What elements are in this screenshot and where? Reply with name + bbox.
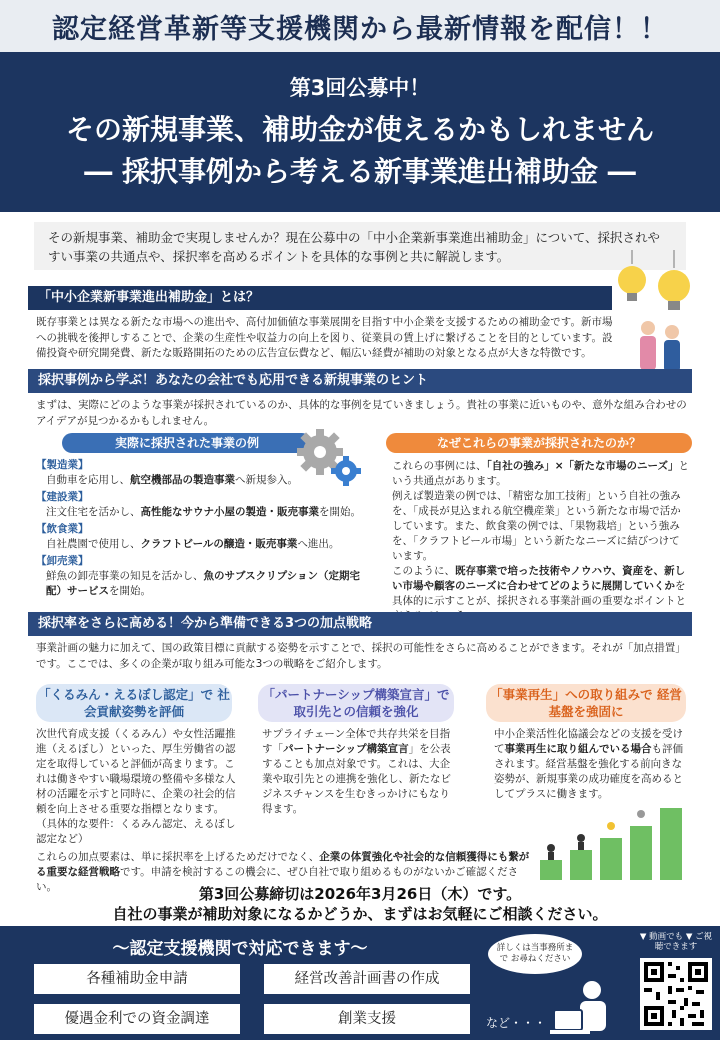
example-bold: 高性能なサウナ小屋の製造・販売事業 bbox=[140, 506, 319, 518]
card2-text-bold: パートナーシップ構築宣言 bbox=[283, 743, 409, 755]
page-title: その新規事業、補助金が使えるかもしれません bbox=[65, 113, 654, 146]
section2-heading: 採択事例から学ぶ！あなたの会社でも応用できる新規事業のヒント bbox=[28, 369, 692, 393]
example-text-end: へ進出。 bbox=[297, 538, 340, 550]
person-laptop-illustration bbox=[548, 974, 622, 1040]
kicker: 第3回公募中！ bbox=[289, 76, 431, 100]
example-text: 自社農園で使用し、 bbox=[46, 538, 141, 550]
deadline-line1: 第3回公募締切は2026年3月26日（木）です。 bbox=[198, 885, 522, 903]
intro-text: その新規事業、補助金で実現しませんか？現在公募中の「中小企業新事業進出補助金」について、採択されやすい事業の共通点や、採択率を高めるポイントを具体的な事例と共に解説します。 bbox=[48, 230, 661, 264]
card2-title: 「パートナーシップ構築宣言」で 取引先との信頼を強化 bbox=[258, 684, 454, 722]
reason-bold: 既存事業で培った技術やノウハウ、資産を、新しい市場や顧客のニーズに合わせてどのように展開していくか bbox=[392, 565, 686, 592]
card3-text bbox=[494, 727, 690, 802]
service-startup-button[interactable]: 創業支援 bbox=[264, 1004, 470, 1034]
list-item bbox=[36, 458, 376, 488]
card1-title: 「くるみん・えるぼし認定」で 社会貢献姿勢を評価 bbox=[36, 684, 232, 722]
section1-heading: 「中小企業新事業進出補助金」とは？ bbox=[28, 286, 612, 310]
service-financing-button[interactable]: 優遇金利での資金調達 bbox=[34, 1004, 240, 1034]
top-banner bbox=[0, 0, 720, 52]
page-subtitle: ― 採択事例から考える新事業進出補助金 ― bbox=[84, 155, 636, 188]
list-item bbox=[36, 522, 376, 552]
card2-text-pre: サプライチェーン全体で共存共栄を目指す「 bbox=[262, 728, 451, 755]
section2-body: まずは、実際にどのような事業が採択されているのか、具体的な事例を見ていきましょう。貴社の事業に近いものや、意外な組み合わせのアイデアが見つかるかもしれません。 bbox=[36, 399, 687, 427]
growth-steps-illustration bbox=[536, 798, 690, 880]
qr-code[interactable] bbox=[640, 958, 712, 1030]
card3-text-bold: 事業再生に取り組んでいる場合 bbox=[504, 743, 652, 755]
closing-post: です。申請を検討するこの機会に、ぜひ自社で取り組めるものがないかご確認ください。 bbox=[36, 866, 519, 893]
example-text-end: を開始。 bbox=[319, 506, 361, 518]
card1-text: 次世代育成支援（くるみん）や女性活躍推進（えるぼし）といった、厚生労働省の認定を取得していると評価が高まります。これは働きやすい職場環境の整備や多様な人材の活躍を示すと同時に、企業の社会的信頼を向上させる重要な指標となります。（具体的な要件：くるみん認定、えるぼし認定など） bbox=[36, 728, 236, 845]
reason-bold: 「自社の強み」×「新たな市場のニーズ」 bbox=[486, 460, 679, 472]
example-text: 自動車を応用し、 bbox=[46, 474, 130, 486]
section3-body: 事業計画の魅力に加えて、国の政策目標に貢献する姿勢を示すことで、採択の可能性をさらに高めることができます。それが「加点措置」です。ここでは、多くの企業が取り組み可能な3つの戦略をご紹介します。 bbox=[36, 642, 686, 670]
example-bold: クラフトビールの醸造・販売事業 bbox=[140, 538, 298, 550]
person-icon bbox=[548, 974, 622, 1040]
section1-body: 既存事業とは異なる新たな市場への進出や、高付加価値な事業展開を目指す中小企業を支援するための補助金です。新市場への挑戦を後押しすることで、企業の生産性や収益力の向上を図り、従業員の賃上げに繋げることを目的としています。設備投資や研究開発費、新たな販路開拓のための広告宣伝費など、幅広い経費が補助の対象となる点が大きな特徴です。 bbox=[36, 316, 613, 359]
example-text-end: を開始。 bbox=[109, 585, 151, 597]
service-plan-button[interactable]: 経営改善計画書の作成 bbox=[264, 964, 470, 994]
reason-text: これらの事例には、 bbox=[392, 460, 487, 472]
category-label: 【飲食業】 bbox=[36, 523, 89, 535]
card3-text-post: も評価されます。経営基盤を強化する前向きな姿勢が、新規事業の成功確度を高めるとしてプラスに働きます。 bbox=[494, 743, 683, 800]
closing-bold: 企業の体質強化や社会的な信頼獲得にも繋がる重要な経営戦略 bbox=[36, 851, 530, 878]
support-heading: ～認定支援機関で対応できます～ bbox=[112, 939, 368, 959]
examples-pill: 実際に採択された事業の例 bbox=[62, 433, 312, 453]
example-text: 鮮魚の卸売事業の知見を活かし、 bbox=[46, 570, 204, 582]
card3-text-pre: 中小企業活性化協議会などの支援を受けて bbox=[494, 728, 683, 755]
intro-box bbox=[34, 222, 686, 270]
qr-caption: ▼ 動画でも ▼ ご視聴できます bbox=[639, 932, 713, 952]
reason-paragraph: 例えば製造業の例では、「精密な加工技術」という自社の強みを、「成長が見込まれる航空機産業」という新たな市場で活かしています。また、飲食業の例では、「果物栽培」という強みを、「クラフトビール市場」という新たなニーズに結びつけています。 bbox=[392, 490, 681, 562]
reasons-text bbox=[392, 459, 690, 624]
deadline-box bbox=[0, 884, 720, 924]
list-item bbox=[36, 490, 376, 520]
support-section bbox=[0, 926, 720, 1040]
service-subsidy-button[interactable]: 各種補助金申請 bbox=[34, 964, 240, 994]
etc-label: など・・・ bbox=[486, 1016, 547, 1030]
growth-chart-icon bbox=[536, 798, 690, 880]
closing-pre: これらの加点要素は、単に採択率を上げるためだけでなく、 bbox=[36, 851, 320, 863]
list-item bbox=[36, 554, 376, 599]
reason-text-end: という共通点があります。 bbox=[392, 460, 690, 487]
category-label: 【建設業】 bbox=[36, 491, 89, 503]
deadline-line2: 自社の事業が補助対象になるかどうか、まずはお気軽にご相談ください。 bbox=[112, 905, 608, 923]
category-label: 【卸売業】 bbox=[36, 555, 89, 567]
reason-text-end: を具体的に示すことが、採択される事業計画の重要なポイントと bbox=[392, 580, 686, 607]
example-bold: 魚のサブスクリプション（定期宅配）サービス bbox=[46, 570, 360, 597]
example-text-end: へ新規参入。 bbox=[235, 474, 298, 486]
example-bold: 航空機部品の製造事業 bbox=[130, 474, 235, 486]
example-text: 注文住宅を活かし、 bbox=[46, 506, 141, 518]
category-label: 【製造業】 bbox=[36, 459, 89, 471]
examples-list bbox=[36, 458, 376, 599]
banner-text: 認定経営革新等支援機関から最新情報を配信！！ bbox=[52, 14, 668, 45]
card2-text bbox=[262, 727, 458, 817]
section3-heading: 採択率をさらに高める！今から準備できる3つの加点戦略 bbox=[28, 612, 692, 636]
hero-section bbox=[0, 52, 720, 212]
reasons-pill: なぜこれらの事業が採択されたのか？ bbox=[386, 433, 692, 453]
card2-text-post: 」を公表することも加点対象です。これは、大企業や取引先との連携を強化し、新たなビジネスチャンスを生むきっかけにもなり得ます。 bbox=[262, 743, 451, 815]
qr-code-icon bbox=[640, 958, 712, 1030]
reason-text: このように、 bbox=[392, 565, 455, 577]
speech-bubble: 詳しくは当事務所まで お尋ねください bbox=[488, 934, 582, 974]
card3-title: 「事業再生」への取り組みで 経営基盤を強固に bbox=[486, 684, 686, 722]
